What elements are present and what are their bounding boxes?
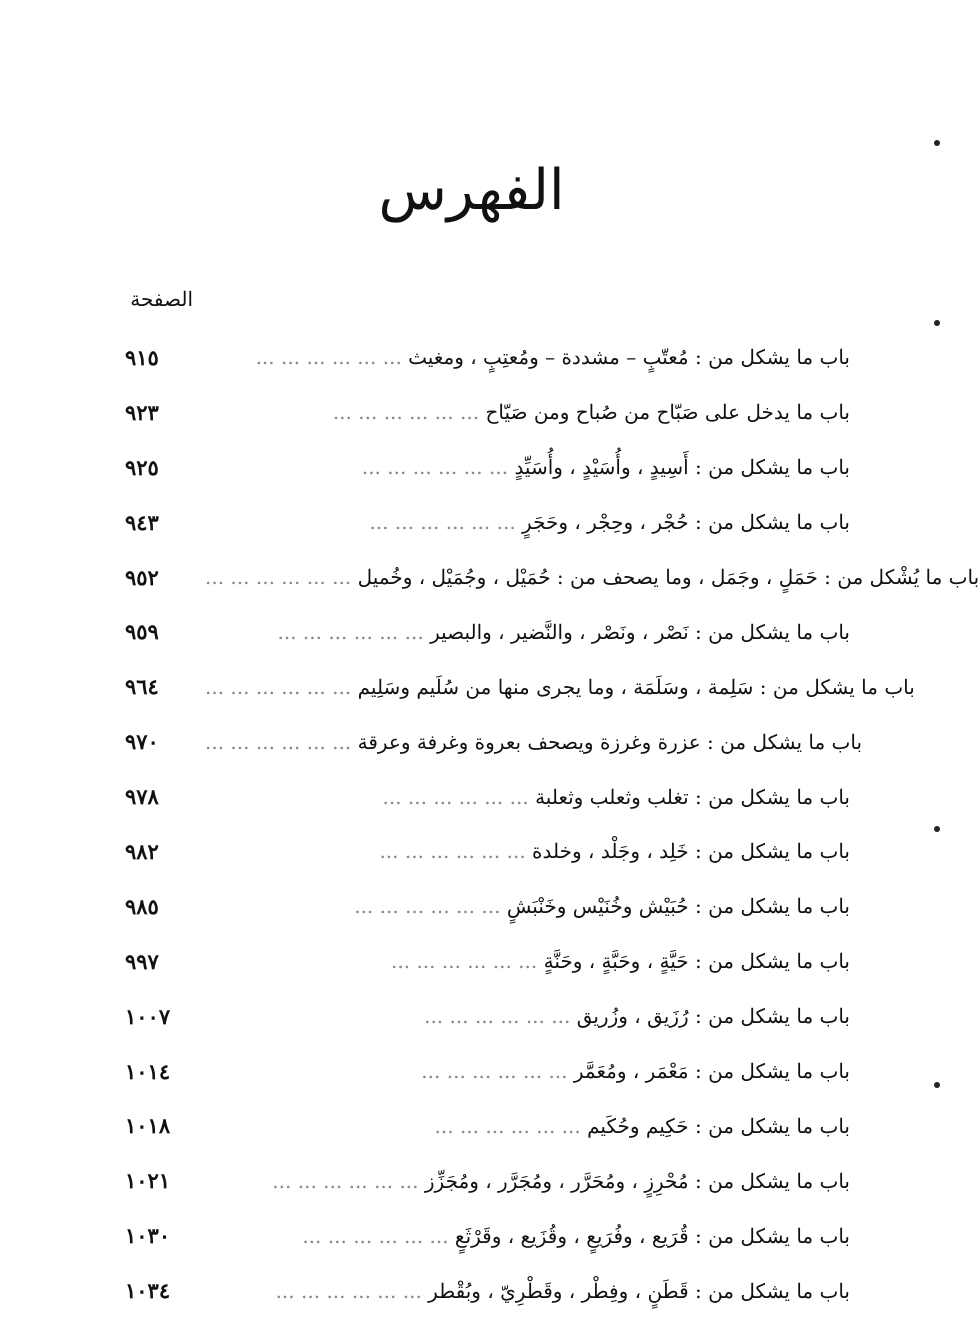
toc-entry: [205, 400, 850, 424]
toc-row: [125, 824, 850, 879]
toc-entry: [205, 1059, 850, 1083]
toc-page-number: ٩٨٢: [125, 838, 159, 864]
toc-leader-dots: ... ... ... ... ... ...: [302, 1223, 449, 1248]
toc-row: [125, 1153, 850, 1208]
toc-entry: [205, 730, 862, 754]
toc-row: [125, 769, 850, 824]
toc-entry-text: باب ما يشكل من : عزرة وغرزة ويصحف بعروة وغرفة وعرقة: [357, 729, 863, 754]
toc-page-number: ٩٥٢: [125, 564, 159, 590]
toc-entry: [205, 894, 850, 918]
toc-row: [125, 330, 850, 385]
toc-entry-text: باب ما يشكل من : قُرَيع ، وفُرَيعٍ ، وقُزَيع ، وقَرْثَعٍ: [454, 1223, 850, 1248]
toc-entry-text: باب ما يشكل من : رُزَيق ، وزُريق: [576, 1004, 850, 1029]
toc-row: [125, 1098, 850, 1153]
toc-entry: [205, 785, 850, 809]
toc-entry-text: باب ما يدخل على صَبّاح من صُباح ومن صَيّاح: [485, 400, 850, 425]
toc-page-number: ١٠١٨: [125, 1113, 171, 1139]
toc-leader-dots: ... ... ... ... ... ...: [205, 565, 352, 589]
toc-entry: [205, 1169, 850, 1193]
toc-entry-text: باب ما يشكل من : قَطَنٍ ، وفِطْر ، وقَطْرِيّ ، وبُقْطر: [428, 1278, 850, 1303]
toc-leader-dots: ... ... ... ... ... ...: [255, 345, 402, 370]
toc-page-number: ٩٨٥: [125, 893, 159, 919]
toc-page-number: ١٠٢١: [125, 1168, 171, 1194]
toc-entry: [205, 949, 850, 973]
margin-mark: [934, 320, 940, 326]
toc-entry: [205, 620, 850, 644]
toc-row: [125, 440, 850, 495]
toc-row: [125, 659, 915, 714]
toc-page-number: ١٠٠٧: [125, 1003, 171, 1029]
toc-leader-dots: ... ... ... ... ... ...: [424, 1004, 571, 1029]
toc-leader-dots: ... ... ... ... ... ...: [379, 839, 526, 864]
toc-page-number: ١٠٣٤: [125, 1278, 171, 1304]
toc-leader-dots: ... ... ... ... ... ...: [434, 1113, 581, 1138]
page-title: الفهرس: [378, 158, 565, 223]
margin-mark: [934, 140, 940, 146]
toc-entry-text: باب ما يشكل من : حُبَيْش وخُنَيْس وخَنْبَشٍ: [506, 894, 850, 919]
toc-entry: [205, 455, 850, 479]
toc-row: [125, 604, 850, 659]
toc-entry: [205, 675, 915, 699]
toc-page-number: ٩٥٩: [125, 619, 159, 645]
toc-entry-text: باب ما يشكل من : نَصْر ، ونَصْر ، والنَّضير ، والبصير: [430, 619, 850, 644]
toc-page-number: ٩٧٨: [125, 784, 159, 810]
toc-entry-text: باب ما يشكل من : مَعْمَر ، ومُعَمَّر: [573, 1059, 850, 1084]
toc-entry: [205, 345, 850, 369]
toc-entry: [205, 839, 850, 863]
toc-entry: [205, 1004, 850, 1028]
toc-entry-text: باب ما يشكل من : خَلِد ، وجَلْد ، وخلدة: [532, 839, 850, 864]
toc-leader-dots: ... ... ... ... ... ...: [369, 510, 516, 535]
toc-entry-text: باب ما يشكل من : تغلب وثعلب وثعلبة: [535, 784, 850, 809]
toc-leader-dots: ... ... ... ... ... ...: [421, 1059, 568, 1084]
toc-row: [125, 714, 863, 769]
margin-mark: [934, 826, 940, 832]
toc-row: [125, 550, 979, 605]
toc-row: [125, 934, 850, 989]
toc-page-number: ١٠١٤: [125, 1058, 171, 1084]
toc-entry: [205, 1114, 850, 1138]
toc-row: [125, 495, 850, 550]
toc-page-number: ٩٩٧: [125, 948, 159, 974]
toc-row: [125, 989, 850, 1044]
toc-page-number: ٩٤٣: [125, 509, 159, 535]
toc-leader-dots: ... ... ... ... ... ...: [391, 949, 538, 974]
margin-mark: [934, 1082, 940, 1088]
toc-leader-dots: ... ... ... ... ... ...: [382, 784, 529, 809]
toc-leader-dots: ... ... ... ... ... ...: [275, 1278, 422, 1303]
toc-entry-text: باب ما يُشْكل من : حَمَلٍ ، وجَمَل ، وما يصحف من : حُمَيْل ، وجُمَيْل ، وخُميل: [357, 565, 979, 589]
toc-row: [125, 1208, 850, 1263]
toc-entry: [205, 565, 979, 589]
toc-leader-dots: ... ... ... ... ... ...: [205, 729, 352, 754]
table-of-contents: [125, 330, 979, 1318]
toc-page-number: ٩٢٥: [125, 454, 159, 480]
toc-row: [125, 1263, 850, 1318]
toc-row: [125, 1044, 850, 1099]
toc-leader-dots: ... ... ... ... ... ...: [332, 400, 480, 425]
toc-page-number: ٩٧٠: [125, 729, 159, 755]
toc-entry-text: باب ما يشكل من : مُعتّبٍ – مشددة – ومُعتِبٍ ، ومغيث: [408, 345, 850, 370]
toc-entry: [205, 1279, 850, 1303]
toc-entry-text: باب ما يشكل من : مُحْرِزٍ ، ومُحَرَّر ، ومُجَرَّر ، ومُجَزِّز: [424, 1168, 850, 1193]
page-column-header: الصفحة: [130, 287, 193, 311]
toc-entry-text: باب ما يشكل من : حَكِيم وحُكَيم: [587, 1113, 850, 1138]
toc-row: [125, 385, 850, 440]
toc-page-number: ٩٦٤: [125, 674, 159, 700]
toc-entry: [205, 510, 850, 534]
toc-page-number: ١٠٣٠: [125, 1223, 171, 1249]
toc-entry-text: باب ما يشكل من : سَلِمة ، وسَلَمَة ، وما يجرى منها من سُلَيم وسَلِيم: [357, 674, 915, 699]
toc-leader-dots: ... ... ... ... ... ...: [361, 455, 509, 480]
toc-entry-text: باب ما يشكل من : أَسِيدٍ ، وأُسَيْدٍ ، وأُسَيِّدٍ: [514, 455, 850, 480]
toc-leader-dots: ... ... ... ... ... ...: [277, 619, 424, 644]
toc-leader-dots: ... ... ... ... ... ...: [272, 1168, 419, 1193]
toc-leader-dots: ... ... ... ... ... ...: [205, 674, 352, 699]
toc-row: [125, 879, 850, 934]
toc-page-number: ٩١٥: [125, 344, 159, 370]
toc-page-number: ٩٢٣: [125, 399, 159, 425]
toc-entry-text: باب ما يشكل من : حَيَّةٍ ، وحَبَّةٍ ، وحَنَّةٍ: [543, 949, 850, 974]
toc-entry-text: باب ما يشكل من : حُجْر ، وحِجْر ، وحَجَرٍ: [522, 510, 850, 535]
toc-entry: [205, 1224, 850, 1248]
toc-leader-dots: ... ... ... ... ... ...: [354, 894, 501, 919]
